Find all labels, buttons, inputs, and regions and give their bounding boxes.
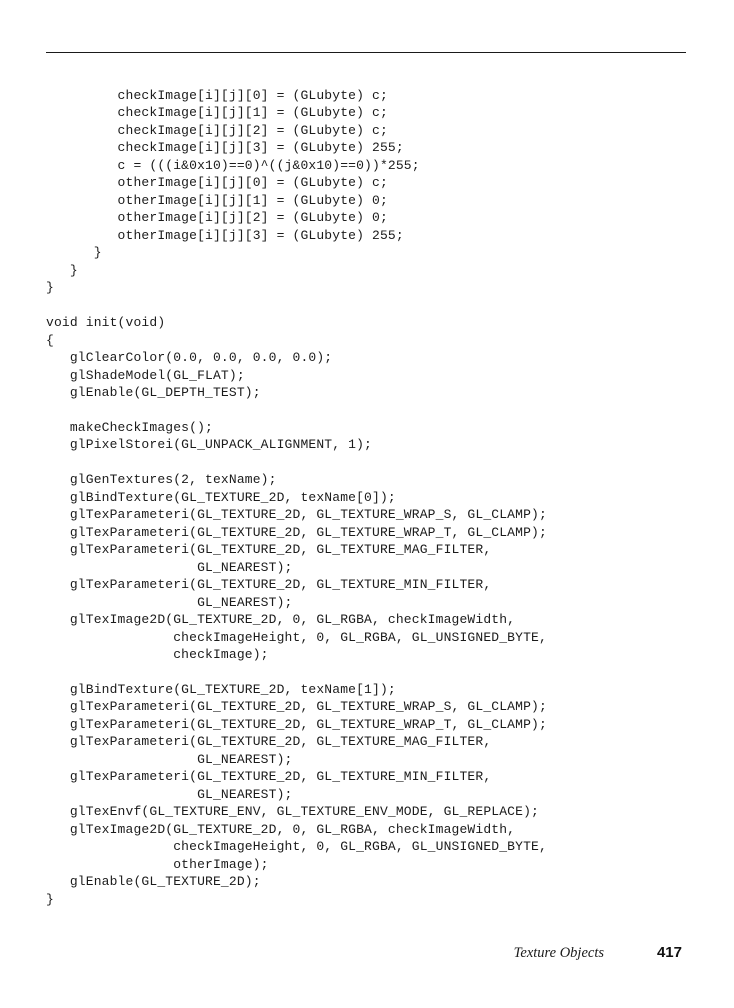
code-line bbox=[46, 663, 547, 680]
code-line: { bbox=[46, 332, 54, 348]
code-line: GL_NEAREST); bbox=[46, 751, 293, 767]
code-line: } bbox=[46, 891, 54, 907]
code-line: otherImage[i][j][0] = (GLubyte) c; bbox=[46, 175, 388, 191]
code-line: glClearColor(0.0, 0.0, 0.0, 0.0); bbox=[46, 350, 333, 366]
code-line: glEnable(GL_TEXTURE_2D); bbox=[46, 874, 261, 890]
page-number: 417 bbox=[656, 944, 682, 961]
code-line: GL_NEAREST); bbox=[46, 559, 293, 575]
code-line: otherImage[i][j][2] = (GLubyte) 0; bbox=[46, 210, 388, 226]
code-line: glBindTexture(GL_TEXTURE_2D, texName[1]); bbox=[46, 681, 396, 697]
code-line: glTexImage2D(GL_TEXTURE_2D, 0, GL_RGBA, checkImageWidth, bbox=[46, 612, 516, 628]
code-line: glTexParameteri(GL_TEXTURE_2D, GL_TEXTURE_MIN_FILTER, bbox=[46, 769, 492, 785]
code-line: checkImage); bbox=[46, 647, 269, 662]
code-line: } bbox=[46, 245, 102, 261]
code-line: glTexParameteri(GL_TEXTURE_2D, GL_TEXTURE_WRAP_S, GL_CLAMP); bbox=[46, 507, 547, 523]
code-line bbox=[46, 401, 547, 418]
running-footer-title: Texture Objects bbox=[513, 945, 604, 961]
code-line: glTexParameteri(GL_TEXTURE_2D, GL_TEXTURE_WRAP_T, GL_CLAMP); bbox=[46, 524, 547, 540]
code-line: glBindTexture(GL_TEXTURE_2D, texName[0]); bbox=[46, 489, 396, 505]
code-line: GL_NEAREST); bbox=[46, 594, 293, 610]
code-line: glGenTextures(2, texName); bbox=[46, 472, 277, 488]
code-line: glTexEnvf(GL_TEXTURE_ENV, GL_TEXTURE_ENV_MODE, GL_REPLACE); bbox=[46, 804, 539, 820]
code-line: checkImage[i][j][1] = (GLubyte) c; bbox=[46, 105, 388, 121]
code-line: checkImage[i][j][3] = (GLubyte) 255; bbox=[46, 140, 404, 156]
code-listing bbox=[46, 87, 547, 908]
code-line: glShadeModel(GL_FLAT); bbox=[46, 367, 245, 383]
code-line: checkImageHeight, 0, GL_RGBA, GL_UNSIGNED_BYTE, bbox=[46, 839, 547, 855]
code-line: glEnable(GL_DEPTH_TEST); bbox=[46, 384, 261, 400]
code-line: } bbox=[46, 280, 54, 296]
header-rule bbox=[46, 52, 686, 53]
code-line: void init(void) bbox=[46, 315, 166, 331]
code-line: glTexParameteri(GL_TEXTURE_2D, GL_TEXTURE_WRAP_T, GL_CLAMP); bbox=[46, 716, 547, 732]
code-line: glPixelStorei(GL_UNPACK_ALIGNMENT, 1); bbox=[46, 437, 373, 453]
code-line: } bbox=[46, 262, 78, 278]
code-line: glTexParameteri(GL_TEXTURE_2D, GL_TEXTURE_MAG_FILTER, bbox=[46, 542, 492, 558]
code-line: glTexImage2D(GL_TEXTURE_2D, 0, GL_RGBA, checkImageWidth, bbox=[46, 821, 516, 837]
code-line: checkImage[i][j][2] = (GLubyte) c; bbox=[46, 122, 388, 138]
code-line: glTexParameteri(GL_TEXTURE_2D, GL_TEXTURE_MAG_FILTER, bbox=[46, 734, 492, 750]
code-line: glTexParameteri(GL_TEXTURE_2D, GL_TEXTURE_MIN_FILTER, bbox=[46, 577, 492, 593]
code-line: checkImageHeight, 0, GL_RGBA, GL_UNSIGNED_BYTE, bbox=[46, 629, 547, 645]
code-line: makeCheckImages(); bbox=[46, 419, 213, 435]
code-line bbox=[46, 297, 547, 314]
code-line: otherImage); bbox=[46, 856, 269, 872]
code-line: otherImage[i][j][1] = (GLubyte) 0; bbox=[46, 192, 388, 208]
code-line: otherImage[i][j][3] = (GLubyte) 255; bbox=[46, 227, 404, 243]
code-line: checkImage[i][j][0] = (GLubyte) c; bbox=[46, 88, 388, 103]
code-line: c = (((i&0x10)==0)^((j&0x10)==0))*255; bbox=[46, 157, 420, 173]
code-line: GL_NEAREST); bbox=[46, 786, 293, 802]
code-line bbox=[46, 454, 547, 471]
code-line: glTexParameteri(GL_TEXTURE_2D, GL_TEXTURE_WRAP_S, GL_CLAMP); bbox=[46, 699, 547, 715]
